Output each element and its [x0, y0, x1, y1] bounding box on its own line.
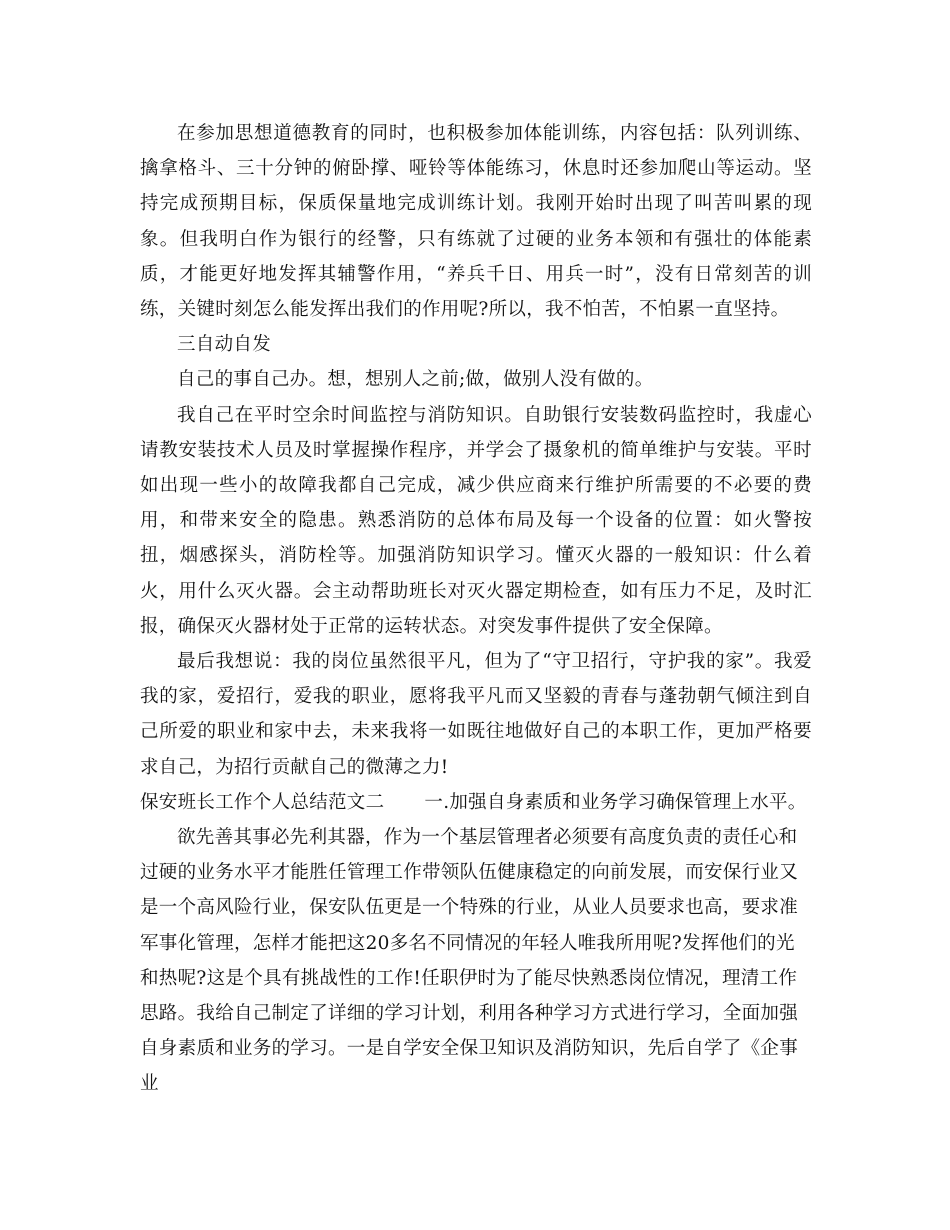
paragraph-management-study: 欲先善其事必先利其器，作为一个基层管理者必须要有高度负责的责任心和过硬的业务水平才能胜任管理工作带领队伍健康稳定的向前发展，而安保行业又是一个高风险行业，保安队伍更是一个特殊的行业，从业人员要求也高，要求准军事化管理，怎样才能把这20多名不同情况的年轻人唯我所用呢?发挥他们的光和热呢?这是个具有挑战性的工作!任职伊时为了能尽快熟悉岗位情况，理清工作思路。我给自己制定了详细的学习计划，利用各种学习方式进行学习，全面加强自身素质和业务的学习。一是自学安全保卫知识及消防知识，先后自学了《企事业 [140, 827, 799, 1095]
section-subtitle: 一.加强自身素质和业务学习确保管理上水平。 [424, 791, 807, 813]
paragraph-conclusion: 最后我想说：我的岗位虽然很平凡，但为了“守卫招行，守护我的家”。我爱我的家，爱招行，爱我的职业，愿将我平凡而又坚毅的青春与蓬勃朝气倾注到自己所爱的职业和家中去，未来我将一如既往地做好自己的本职工作，更加严格要求自己，为招行贡献自己的微薄之力! [140, 651, 812, 778]
paragraph-physical-training: 在参加思想道德教育的同时，也积极参加体能训练，内容包括：队列训练、擒拿格斗、三十分钟的俯卧撑、哑铃等体能练习，休息时还参加爬山等运动。坚持完成预期目标，保质保量地完成训练计划。我刚开始时出现了叫苦叫累的现象。但我明白作为银行的经警，只有练就了过硬的业务本领和有强壮的体能素质，才能更好地发挥其辅警作用，“养兵千日、用兵一时”，没有日常刻苦的训练，关键时刻怎么能发挥出我们的作用呢?所以，我不怕苦，不怕累一直坚持。 [140, 123, 812, 321]
document-body [140, 116, 812, 1102]
subheading-self-motivated: 三自动自发 [177, 334, 272, 356]
paragraph-do-own-things: 自己的事自己办。想，想别人之前;做，做别人没有做的。 [177, 369, 654, 391]
section-heading-line [140, 785, 812, 820]
paragraph-monitoring-fire-knowledge: 我自己在平时空余时间监控与消防知识。自助银行安装数码监控时，我虚心请教安装技术人员及时掌握操作程序，并学会了摄象机的简单维护与安装。平时如出现一些小的故障我都自己完成，减少供应商来行维护所需要的不必要的费用，和带来安全的隐患。熟悉消防的总体布局及每一个设备的位置：如火警按扭，烟感探头，消防栓等。加强消防知识学习。懂灭火器的一般知识：什么着火，用什么灭火器。会主动帮助班长对灭火器定期检查，如有压力不足，及时汇报，确保灭火器材处于正常的运转状态。对突发事件提供了安全保障。 [140, 404, 812, 637]
section-title: 保安班长工作个人总结范文二 [140, 791, 385, 813]
